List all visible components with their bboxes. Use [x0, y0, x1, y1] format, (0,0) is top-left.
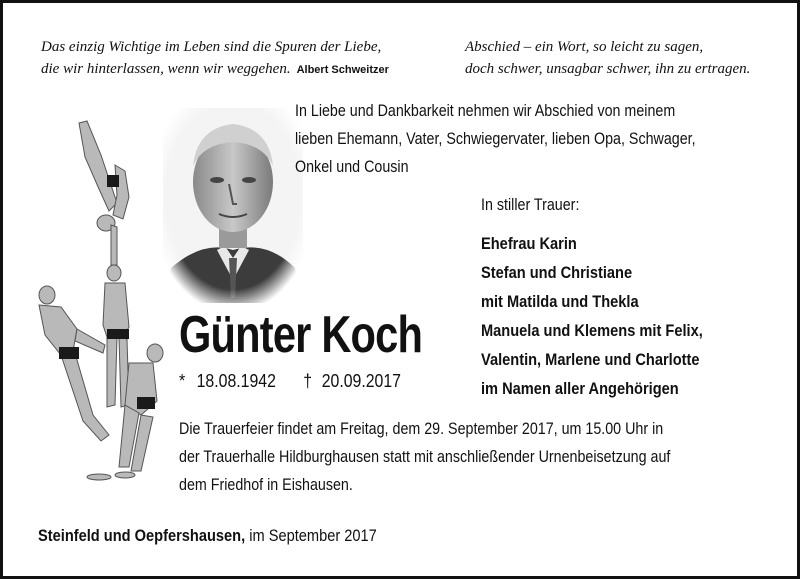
- quote-right-line-2: doch schwer, unsagbar schwer, ihn zu ertragen.: [465, 61, 751, 77]
- deceased-name: Günter Koch: [179, 306, 423, 364]
- quote-left: [41, 36, 389, 81]
- intro-line-1: In Liebe und Dankbarkeit nehmen wir Abschied von meinem: [295, 101, 676, 120]
- quote-left-line-2: die wir hinterlassen, wenn wir weggehen.: [41, 61, 291, 77]
- signature-date: im September 2017: [249, 526, 377, 545]
- signature-line: [38, 526, 377, 546]
- service-line-2: der Trauerhalle Hildburghausen statt mit anschließender Urnenbeisetzung auf: [179, 447, 671, 466]
- mourning-label: In stiller Trauer:: [481, 195, 580, 214]
- mourner-line: Stefan und Christiane: [481, 263, 633, 282]
- quote-author: Albert Schweitzer: [296, 64, 389, 76]
- mourner-line: mit Matilda und Thekla: [481, 292, 639, 311]
- life-dates: [179, 371, 401, 392]
- death-symbol: †: [303, 371, 313, 391]
- birth-date: 18.08.1942: [196, 371, 276, 391]
- quote-right: [465, 36, 750, 80]
- signature-place: Steinfeld und Oepfershausen,: [38, 526, 246, 545]
- trunks-top: [107, 175, 119, 187]
- acrobat-pyramid-photo: [21, 115, 171, 485]
- intro-text: [295, 97, 696, 181]
- mourner-line: im Namen aller Angehörigen: [481, 379, 679, 398]
- funeral-service-text: [179, 415, 670, 499]
- mourner-list: [481, 229, 703, 403]
- service-line-1: Die Trauerfeier findet am Freitag, dem 29. September 2017, um 15.00 Uhr in: [179, 419, 664, 438]
- trunks-right: [137, 397, 155, 409]
- mourner-line: Valentin, Marlene und Charlotte: [481, 350, 700, 369]
- portrait-photo: [163, 108, 303, 303]
- service-line-3: dem Friedhof in Eishausen.: [179, 475, 353, 494]
- death-date: 20.09.2017: [321, 371, 401, 391]
- birth-symbol: *: [179, 371, 186, 391]
- trunks-middle: [107, 329, 129, 339]
- intro-line-2: lieben Ehemann, Vater, Schwiegervater, lieben Opa, Schwager,: [295, 129, 696, 148]
- mourner-line: Manuela und Klemens mit Felix,: [481, 321, 703, 340]
- quote-right-line-1: Abschied – ein Wort, so leicht zu sagen,: [465, 39, 704, 55]
- intro-line-3: Onkel und Cousin: [295, 157, 409, 176]
- trunks-left: [59, 347, 79, 359]
- mourner-line: Ehefrau Karin: [481, 234, 577, 253]
- quote-left-line-1: Das einzig Wichtige im Leben sind die Spuren der Liebe,: [41, 39, 382, 55]
